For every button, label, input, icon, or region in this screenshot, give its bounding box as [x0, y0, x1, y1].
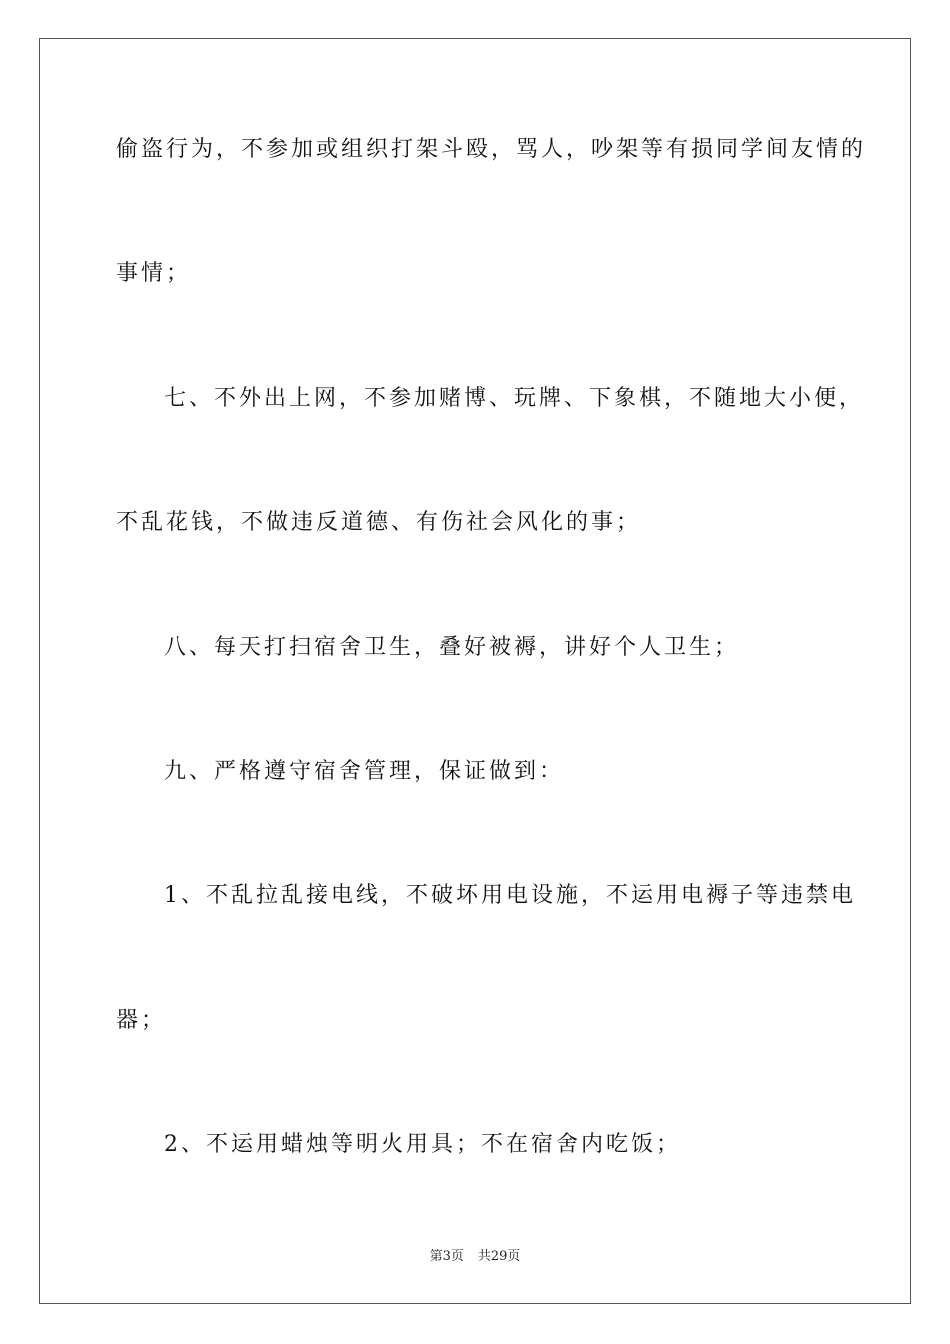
paragraph-line: 2、不运用蜡烛等明火用具；不在宿舍内吃饭； [164, 1132, 681, 1157]
page-total: 共29页 [477, 1249, 521, 1264]
paragraph-line: 九、严格遵守宿舍管理，保证做到： [164, 759, 565, 784]
paragraph-line: 八、每天打扫宿舍卫生，叠好被褥，讲好个人卫生； [164, 635, 740, 660]
paragraph-line: 七、不外出上网，不参加赌博、玩牌、下象棋，不随地大小便， [164, 386, 865, 411]
page-border [39, 38, 911, 1304]
paragraph-line: 偷盗行为，不参加或组织打架斗殴，骂人，吵架等有损同学间友情的 [116, 137, 867, 162]
paragraph-line: 器； [116, 1008, 167, 1033]
paragraph-line: 不乱花钱，不做违反道德、有伤社会风化的事； [116, 510, 642, 535]
page-footer [0, 1248, 950, 1266]
page-number: 第3页 [429, 1249, 464, 1264]
paragraph-line: 事情； [116, 261, 192, 286]
paragraph-line: 1、不乱拉乱接电线，不破坏用电设施，不运用电褥子等违禁电 [164, 883, 856, 908]
